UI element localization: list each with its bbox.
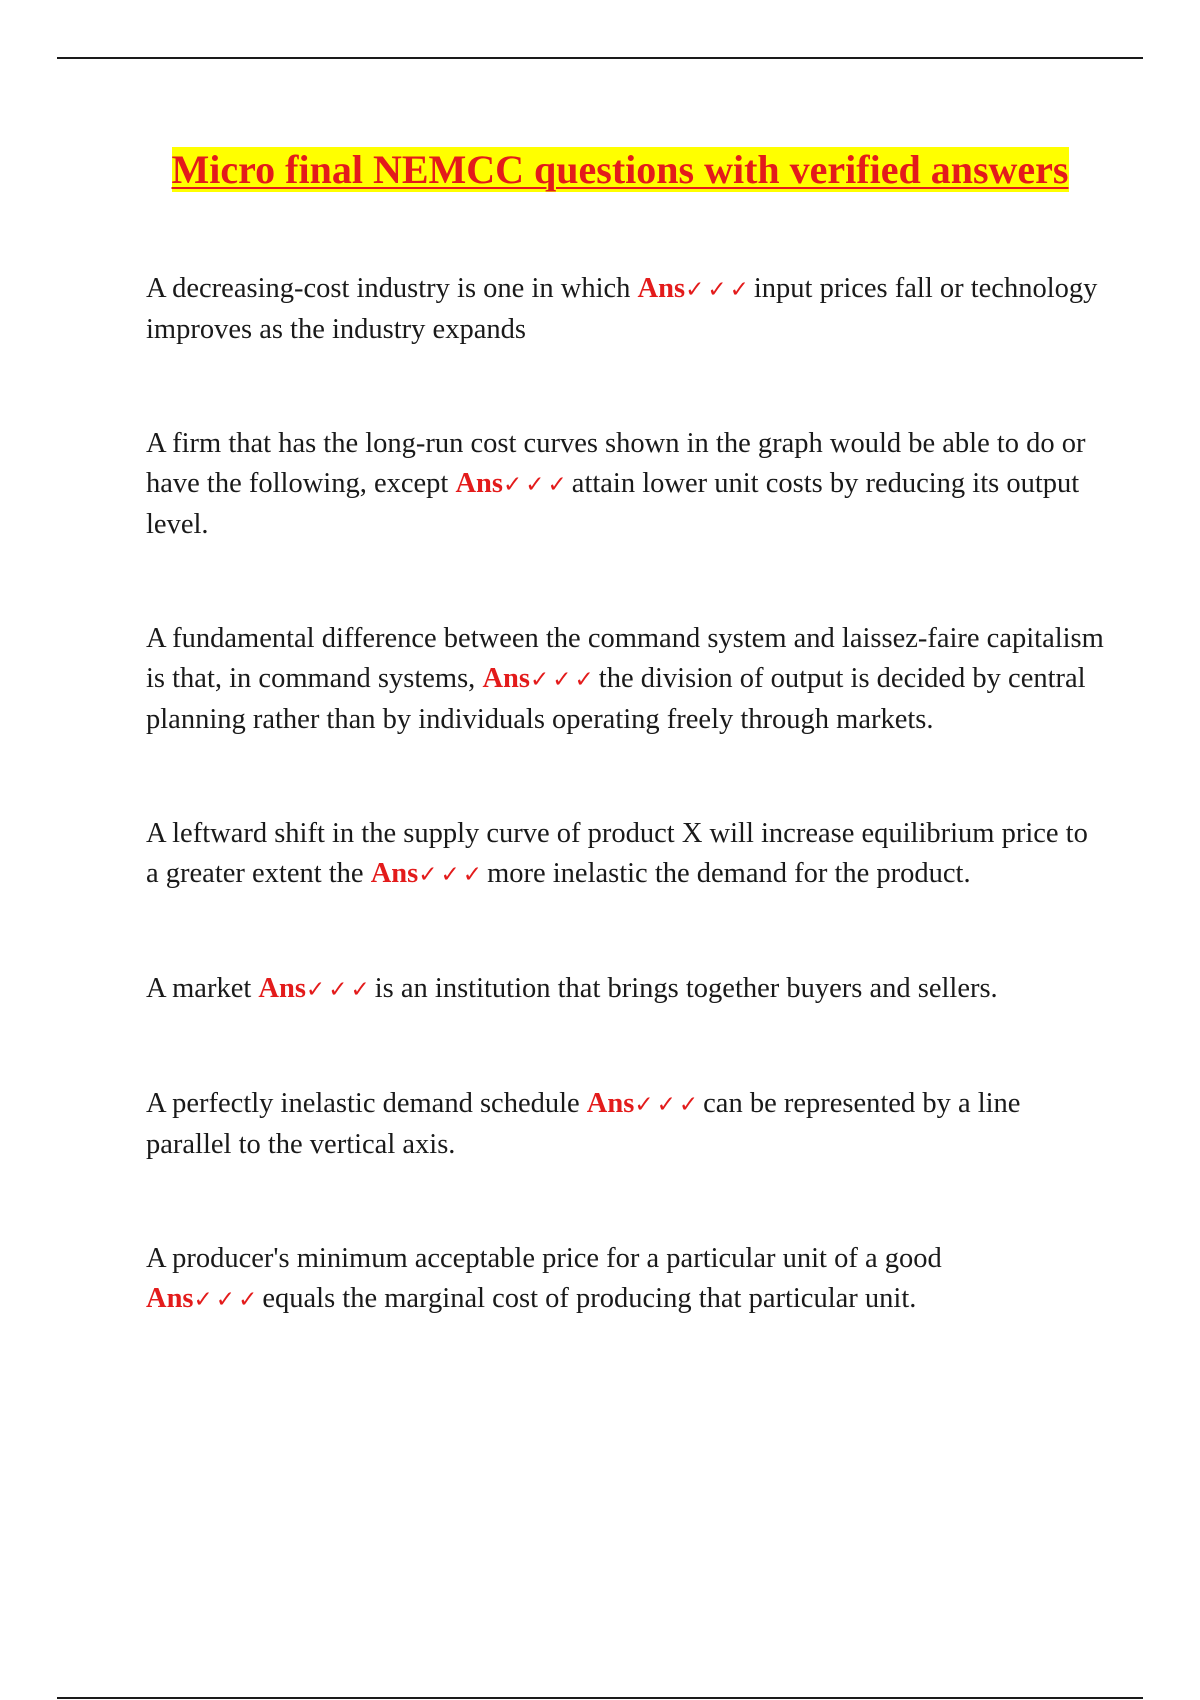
answer-text: attain lower unit costs by reducing its output level. <box>146 468 1080 540</box>
check-marks-icon: ✓✓✓ <box>529 667 597 693</box>
qa-item <box>146 969 1106 1010</box>
top-rule <box>57 57 1143 59</box>
check-marks-icon: ✓✓✓ <box>305 977 373 1003</box>
check-marks-icon: ✓✓✓ <box>193 1287 261 1313</box>
answer-text: is an institution that brings together buyers and sellers. <box>374 973 998 1004</box>
qa-list <box>146 269 1106 1320</box>
qa-item <box>146 424 1106 545</box>
document-title <box>140 142 1100 198</box>
answer-text: equals the marginal cost of producing that particular unit. <box>262 1283 917 1314</box>
answer-text: more inelastic the demand for the product. <box>487 858 971 889</box>
qa-item <box>146 1239 1106 1320</box>
check-marks-icon: ✓✓✓ <box>685 277 752 303</box>
question-text: A fundamental difference between the command system and laissez-faire capitalism is that, in command systems, <box>146 623 1104 694</box>
check-marks-icon: ✓✓✓ <box>634 1092 702 1118</box>
answer-text: the division of output is decided by central planning rather than by individuals operating freely through markets. <box>146 663 1086 735</box>
answer-text: input prices fall or technology improves as the industry expands <box>146 273 1098 345</box>
qa-item <box>146 1084 1106 1165</box>
answer-label: Ans <box>146 1283 194 1314</box>
answer-label: Ans <box>455 468 503 499</box>
check-marks-icon: ✓✓✓ <box>418 862 486 888</box>
question-text: A decreasing-cost industry is one in which <box>146 273 638 304</box>
answer-label: Ans <box>370 858 419 889</box>
question-text: A market <box>146 973 259 1004</box>
answer-label: Ans <box>258 973 306 1004</box>
question-text: A leftward shift in the supply curve of product X will increase equilibrium price to a greater extent the <box>146 818 1088 889</box>
answer-label: Ans <box>586 1088 635 1119</box>
question-text: A perfectly inelastic demand schedule <box>146 1088 587 1119</box>
answer-label: Ans <box>637 273 686 304</box>
qa-item <box>146 619 1106 740</box>
answer-text: can be represented by a line parallel to the vertical axis. <box>146 1088 1021 1160</box>
answer-label: Ans <box>482 663 530 694</box>
qa-item <box>146 269 1106 350</box>
document-title-text: Micro final NEMCC questions with verified answers <box>171 147 1069 192</box>
bottom-rule <box>57 1697 1143 1699</box>
qa-item <box>146 814 1106 895</box>
question-text: A firm that has the long-run cost curves shown in the graph would be able to do or have the following, except <box>146 428 1086 499</box>
check-marks-icon: ✓✓✓ <box>502 472 570 498</box>
question-text: A producer's minimum acceptable price for a particular unit of a good <box>146 1243 942 1274</box>
